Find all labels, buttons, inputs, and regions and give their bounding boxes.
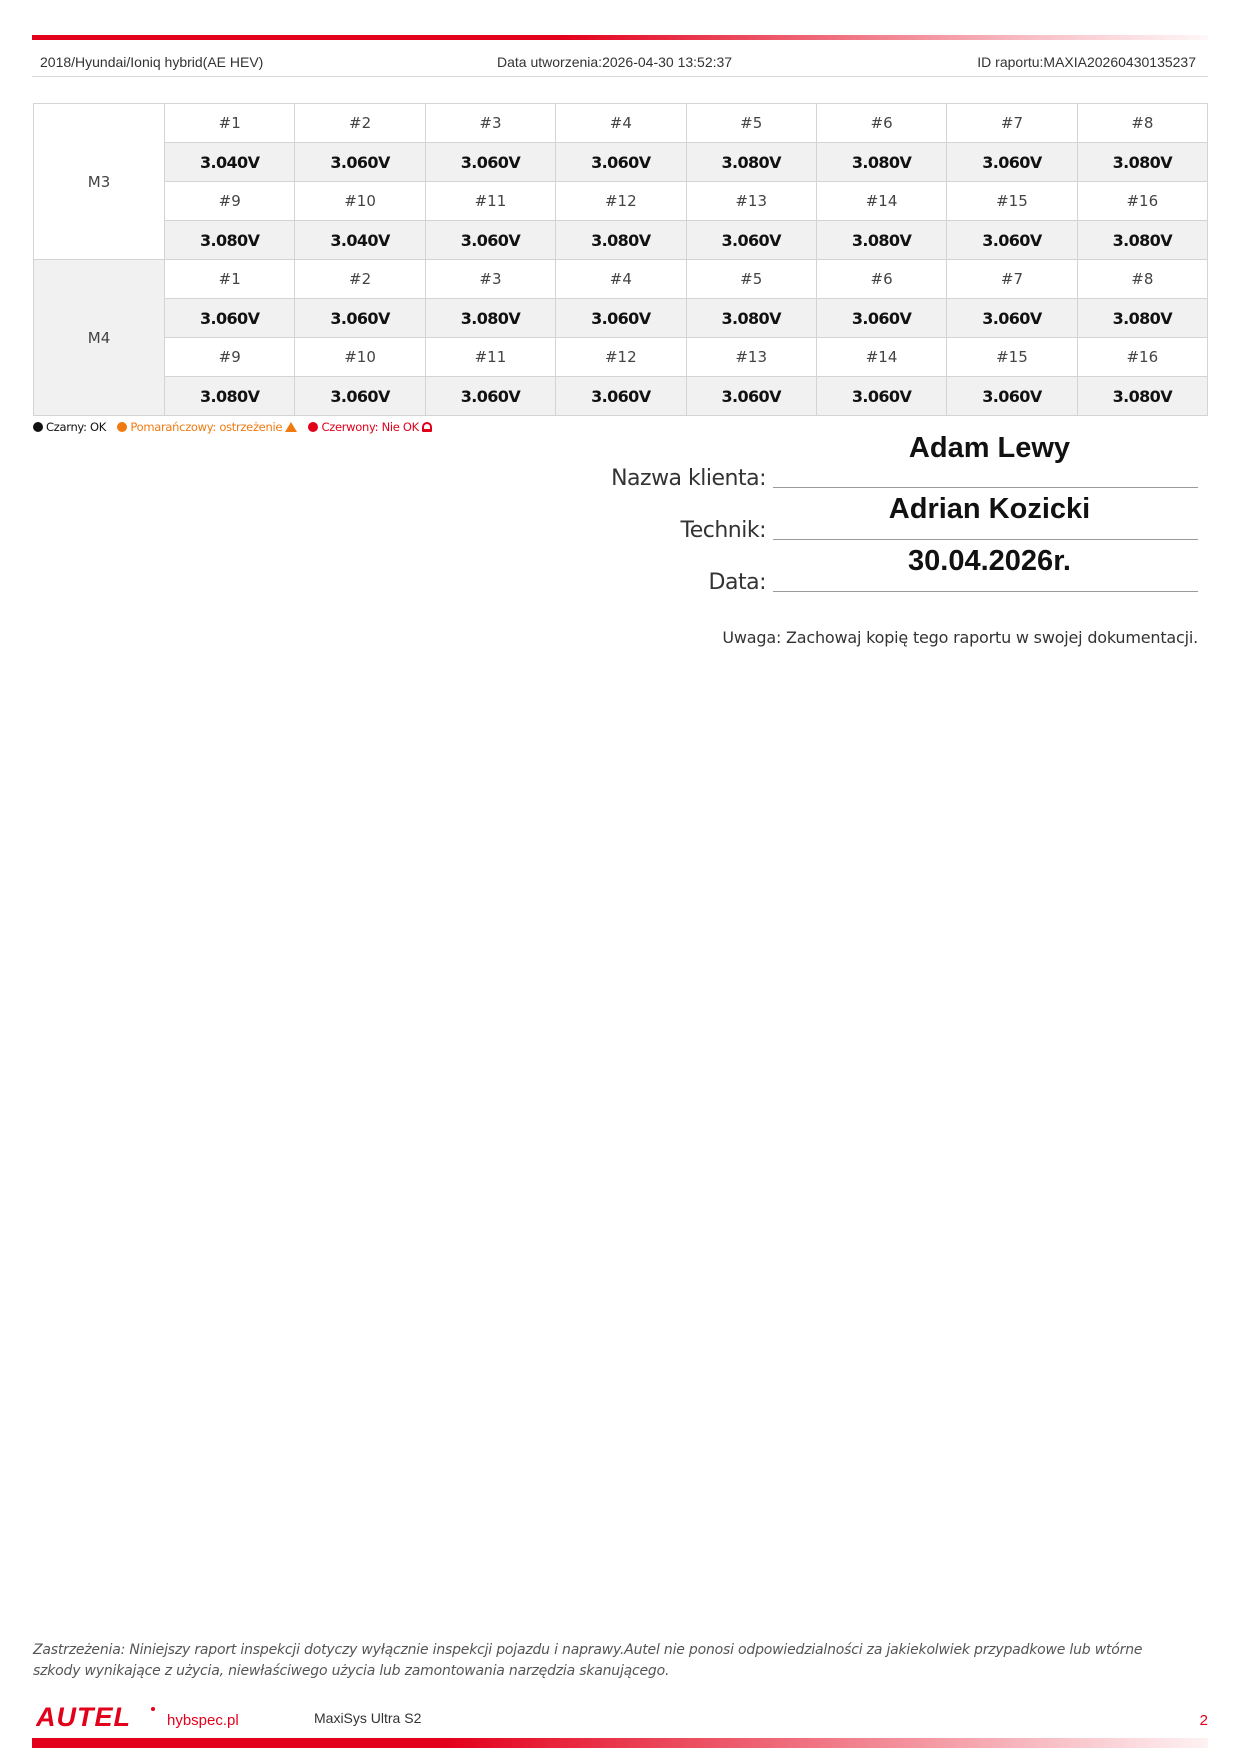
cell-voltage-table [33,103,1208,416]
technician-value: Adrian Kozicki [888,493,1091,525]
cell-voltage-row [34,221,1208,260]
creation-date-value: 2026-04-30 13:52:37 [602,54,733,70]
cell-voltage-value: 3.080V [816,221,946,260]
report-header [32,45,1208,77]
module-label: M3 [34,104,165,260]
top-accent-bar [32,35,1208,40]
autel-logo [36,1705,156,1729]
cell-number: #3 [425,104,555,143]
client-name-line [773,487,1198,488]
cell-voltage-value: 3.060V [947,299,1077,338]
cell-voltage-value: 3.060V [295,143,425,182]
cell-number: #10 [295,182,425,221]
client-name-value: Adam Lewy [908,432,1071,464]
cell-number-row [34,104,1208,143]
cell-number: #7 [947,104,1077,143]
cell-voltage-value: 3.060V [947,143,1077,182]
cell-voltage-value: 3.060V [556,299,686,338]
cell-number-row [34,260,1208,299]
date-label: Data: [708,570,766,595]
client-name-label: Nazwa klienta: [611,466,766,491]
svg-text:AUTEL: AUTEL [36,1705,131,1729]
disclaimer-text: Zastrzeżenia: Niniejszy raport inspekcji dotyczy wyłącznie inspekcji pojazdu i naprawy.Autel nie ponosi odpowiedzialności za jakiekolwiek przypadkowe lub wtórne szkody wynikające z użycia, niewłaściwego użycia lub zamontowania narzędzia skanującego. [33,1642,1143,1679]
cell-voltage-value: 3.080V [1077,221,1207,260]
cell-voltage-value: 3.060V [686,377,816,416]
cell-number: #3 [425,260,555,299]
cell-voltage-value: 3.060V [425,221,555,260]
cell-number: #14 [816,338,946,377]
red-dot-icon [308,422,318,432]
technician-line [773,539,1198,540]
cell-voltage-value: 3.060V [425,377,555,416]
vehicle-info: 2018/Hyundai/Ioniq hybrid(AE HEV) [40,54,264,70]
cell-number: #7 [947,260,1077,299]
orange-dot-icon [117,422,127,432]
cell-voltage-value: 3.060V [295,299,425,338]
warning-triangle-icon [285,422,297,432]
cell-voltage-value: 3.060V [947,221,1077,260]
bottom-accent-bar [32,1738,1208,1748]
cell-number: #8 [1077,104,1207,143]
cell-voltage-value: 3.060V [556,143,686,182]
cell-number: #4 [556,260,686,299]
cell-number: #6 [816,260,946,299]
cell-voltage-value: 3.080V [165,377,295,416]
report-id [977,54,1196,70]
cell-number: #13 [686,338,816,377]
report-id-value: MAXIA20260430135237 [1043,54,1196,70]
cell-number: #13 [686,182,816,221]
cell-voltage-value: 3.040V [165,143,295,182]
creation-date [497,54,732,70]
cell-number: #9 [165,182,295,221]
cell-number-row [34,182,1208,221]
module-label: M4 [34,260,165,416]
cell-voltage-value: 3.080V [686,299,816,338]
color-legend [33,420,440,434]
cell-voltage-value: 3.060V [686,221,816,260]
legend-warning: Pomarańczowy: ostrzeżenie [117,420,297,434]
cell-voltage-row [34,377,1208,416]
alarm-light-icon [422,422,432,432]
cell-number: #11 [425,338,555,377]
cell-voltage-value: 3.060V [295,377,425,416]
cell-voltage-row [34,143,1208,182]
cell-number: #16 [1077,182,1207,221]
page-number: 2 [1199,1712,1208,1729]
legend-not-ok: Czerwony: Nie OK [308,420,431,434]
cell-voltage-value: 3.060V [425,143,555,182]
report-id-label: ID raportu: [977,54,1044,70]
cell-number: #15 [947,182,1077,221]
creation-date-label: Data utworzenia: [497,54,603,70]
cell-voltage-value: 3.080V [1077,299,1207,338]
cell-voltage-value: 3.060V [165,299,295,338]
cell-number: #5 [686,260,816,299]
report-note: Uwaga: Zachowaj kopię tego raportu w swojej dokumentacji. [722,628,1198,647]
cell-voltage-value: 3.080V [1077,377,1207,416]
cell-number: #4 [556,104,686,143]
cell-number-row [34,338,1208,377]
cell-number: #2 [295,104,425,143]
cell-number: #12 [556,338,686,377]
cell-number: #9 [165,338,295,377]
cell-voltage-value: 3.080V [1077,143,1207,182]
cell-number: #1 [165,104,295,143]
cell-number: #14 [816,182,946,221]
cell-number: #16 [1077,338,1207,377]
footer-website: hybspec.pl [167,1712,239,1729]
cell-number: #11 [425,182,555,221]
cell-voltage-value: 3.080V [425,299,555,338]
date-value: 30.04.2026r. [908,545,1071,577]
cell-number: #10 [295,338,425,377]
cell-number: #5 [686,104,816,143]
cell-voltage-value: 3.040V [295,221,425,260]
cell-voltage-value: 3.060V [816,377,946,416]
cell-number: #15 [947,338,1077,377]
cell-voltage-value: 3.060V [947,377,1077,416]
legend-ok: Czarny: OK [33,420,106,434]
cell-number: #6 [816,104,946,143]
footer-device-model: MaxiSys Ultra S2 [314,1710,422,1726]
date-line [773,591,1198,592]
cell-voltage-value: 3.080V [686,143,816,182]
technician-label: Technik: [680,518,766,543]
cell-voltage-value: 3.060V [556,377,686,416]
black-dot-icon [33,422,43,432]
page-footer [33,1705,1208,1735]
cell-number: #8 [1077,260,1207,299]
cell-number: #2 [295,260,425,299]
cell-voltage-value: 3.060V [816,299,946,338]
cell-voltage-value: 3.080V [816,143,946,182]
cell-number: #12 [556,182,686,221]
cell-voltage-value: 3.080V [556,221,686,260]
cell-voltage-row [34,299,1208,338]
cell-number: #1 [165,260,295,299]
cell-voltage-value: 3.080V [165,221,295,260]
